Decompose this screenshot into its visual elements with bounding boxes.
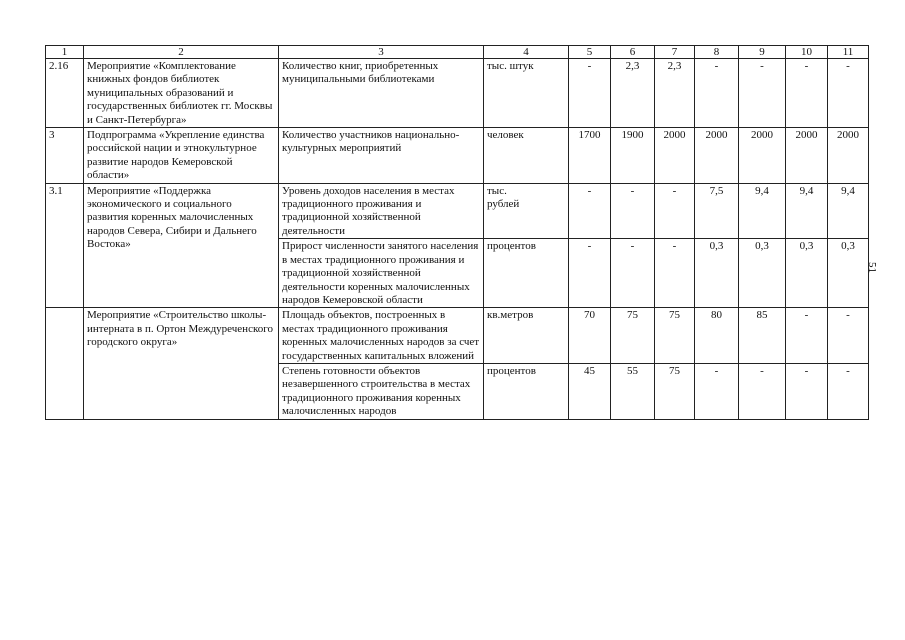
page-number: 51 (866, 262, 878, 273)
indicator-unit: процентов (484, 239, 569, 308)
indicator-unit: человек (484, 128, 569, 184)
header-cell: 4 (484, 46, 569, 59)
value-cell: - (786, 308, 828, 364)
header-cell: 5 (569, 46, 611, 59)
value-cell: 2,3 (611, 59, 655, 128)
header-cell: 3 (279, 46, 484, 59)
value-cell: - (828, 308, 869, 364)
value-cell: 2000 (695, 128, 739, 184)
value-cell: - (828, 363, 869, 419)
value-cell: 85 (739, 308, 786, 364)
table-row (46, 183, 869, 239)
value-cell: 75 (655, 308, 695, 364)
value-cell: 1700 (569, 128, 611, 184)
indicator-name: Уровень доходов населения в местах традиционного проживания и традиционной хозяйственной деятельности (279, 183, 484, 239)
value-cell: 2000 (828, 128, 869, 184)
value-cell: - (655, 183, 695, 239)
header-cell: 1 (46, 46, 84, 59)
value-cell: - (786, 59, 828, 128)
event-name: Подпрограмма «Укрепление единства российской нации и этнокультурное развитие народов Кемеровской области» (84, 128, 279, 184)
row-number: 3 (46, 128, 84, 184)
table-header (46, 46, 869, 59)
header-cell: 2 (84, 46, 279, 59)
value-cell: 0,3 (828, 239, 869, 308)
value-cell: - (786, 363, 828, 419)
indicator-name: Степень готовности объектов незавершенного строительства в местах традиционного проживания коренных малочисленных народов (279, 363, 484, 419)
row-number (46, 308, 84, 419)
table-row (46, 128, 869, 184)
value-cell: - (828, 59, 869, 128)
row-number: 2.16 (46, 59, 84, 128)
value-cell: 9,4 (828, 183, 869, 239)
indicator-name: Прирост численности занятого населения в местах традиционного проживания и традиционной хозяйственной деятельности коренных малочисленных народов Кемеровской области (279, 239, 484, 308)
value-cell: 70 (569, 308, 611, 364)
indicator-name: Количество книг, приобретенных муниципальными библиотеками (279, 59, 484, 128)
header-cell: 10 (786, 46, 828, 59)
value-cell: 7,5 (695, 183, 739, 239)
indicator-name: Площадь объектов, построенных в местах традиционного проживания коренных малочисленных народов за счет государственных капитальных вложений (279, 308, 484, 364)
header-cell: 8 (695, 46, 739, 59)
value-cell: 2000 (739, 128, 786, 184)
indicator-unit: тыс. штук (484, 59, 569, 128)
value-cell: 75 (655, 363, 695, 419)
indicator-unit: кв.метров (484, 308, 569, 364)
header-cell: 6 (611, 46, 655, 59)
value-cell: 0,3 (786, 239, 828, 308)
plan-table (45, 45, 869, 420)
header-cell: 11 (828, 46, 869, 59)
value-cell: 55 (611, 363, 655, 419)
value-cell: - (569, 183, 611, 239)
value-cell: - (569, 59, 611, 128)
table-row (46, 59, 869, 128)
indicator-name: Количество участников национально-культурных мероприятий (279, 128, 484, 184)
value-cell: 80 (695, 308, 739, 364)
event-name: Мероприятие «Комплектование книжных фондов библиотек муниципальных образований и государственных библиотек гг. Москвы и Санкт-Петербурга» (84, 59, 279, 128)
value-cell: - (611, 183, 655, 239)
value-cell: 45 (569, 363, 611, 419)
value-cell: - (569, 239, 611, 308)
value-cell: - (695, 59, 739, 128)
header-cell: 7 (655, 46, 695, 59)
value-cell: - (695, 363, 739, 419)
value-cell: - (611, 239, 655, 308)
value-cell: 1900 (611, 128, 655, 184)
value-cell: 9,4 (786, 183, 828, 239)
value-cell: 75 (611, 308, 655, 364)
row-number: 3.1 (46, 183, 84, 308)
value-cell: 2000 (786, 128, 828, 184)
value-cell: 0,3 (739, 239, 786, 308)
event-name: Мероприятие «Поддержка экономического и социального развития коренных малочисленных народов Севера, Сибири и Дальнего Востока» (84, 183, 279, 308)
event-name: Мероприятие «Строительство школы-интерната в п. Ортон Междуреченского городского округа» (84, 308, 279, 419)
indicator-unit: тыс. рублей (484, 183, 569, 239)
value-cell: - (739, 59, 786, 128)
value-cell: 2,3 (655, 59, 695, 128)
table-body (46, 59, 869, 420)
table-row (46, 308, 869, 364)
value-cell: 9,4 (739, 183, 786, 239)
header-cell: 9 (739, 46, 786, 59)
value-cell: - (739, 363, 786, 419)
value-cell: 2000 (655, 128, 695, 184)
value-cell: 0,3 (695, 239, 739, 308)
indicator-unit: процентов (484, 363, 569, 419)
value-cell: - (655, 239, 695, 308)
